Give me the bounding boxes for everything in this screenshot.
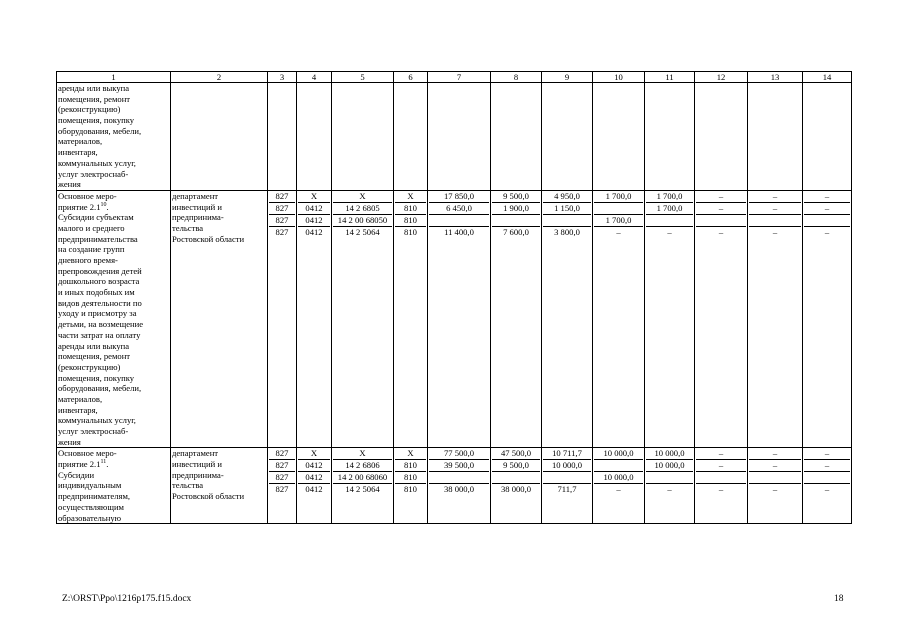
empty-cell xyxy=(428,83,491,191)
funding-value xyxy=(696,472,746,484)
executor-line: департамент xyxy=(172,190,219,201)
description-text: дневного время- xyxy=(58,255,118,265)
empty-cell xyxy=(171,83,268,191)
budget-table xyxy=(56,71,852,524)
empty-cell xyxy=(394,83,428,191)
description-line xyxy=(58,426,169,437)
description-line xyxy=(58,191,169,202)
funding-value: 827 xyxy=(269,203,295,215)
footnote-marker: 11 xyxy=(100,459,107,466)
empty-cell xyxy=(645,83,695,191)
funding-value xyxy=(804,215,850,227)
description-text: Субсидии субъектам xyxy=(58,212,134,223)
target-article-code-cell xyxy=(332,448,394,524)
funding-value: X xyxy=(395,448,426,460)
funding-value: 11 400,0 xyxy=(444,226,474,237)
description-line: помещения, ремонт xyxy=(58,93,131,104)
description-line xyxy=(58,202,169,213)
empty-cell xyxy=(268,83,297,191)
funding-value: – xyxy=(696,203,746,215)
amount-2024-cell xyxy=(748,448,803,524)
funding-value: 1 150,0 xyxy=(543,203,591,215)
funding-value: 10 711,7 xyxy=(543,448,591,460)
table-row xyxy=(57,83,852,191)
funding-value: 827 xyxy=(275,484,289,495)
funding-value: 38 000,0 xyxy=(443,484,475,495)
amount-2025-cell xyxy=(803,190,852,448)
description-line xyxy=(58,319,169,330)
funding-value: 827 xyxy=(269,448,295,460)
grbs-code-cell xyxy=(268,448,297,524)
description-line xyxy=(58,437,169,448)
description-line: инвентаря, xyxy=(58,147,98,158)
column-number-header: 13 xyxy=(748,72,803,83)
description-line xyxy=(58,491,169,502)
description-line xyxy=(58,244,169,255)
funding-value: X xyxy=(298,191,330,203)
description-text: детьми, на возмещение xyxy=(58,319,144,330)
funding-value: 10 000,0 xyxy=(594,472,643,484)
funding-value: 39 500,0 xyxy=(429,460,489,472)
table-row xyxy=(57,448,852,524)
description-text: приятие 2.1 xyxy=(58,459,101,470)
column-number-header: 3 xyxy=(268,72,297,83)
expense-type-code-cell xyxy=(394,448,428,524)
funding-value: 810 xyxy=(404,484,417,495)
funding-value xyxy=(594,460,643,472)
funding-value: – xyxy=(749,203,801,215)
funding-value: 10 000,0 xyxy=(646,460,693,472)
description-text: (реконструкцию) xyxy=(58,361,121,372)
description-line: материалов, xyxy=(58,136,103,147)
column-number-header: 6 xyxy=(394,72,428,83)
funding-value: – xyxy=(824,484,830,495)
description-text: помещения, покупку xyxy=(58,372,135,383)
description-line xyxy=(58,383,169,394)
funding-value xyxy=(543,215,591,227)
description-text: оборудования, мебели, xyxy=(58,383,142,394)
funding-value xyxy=(429,215,489,227)
column-number-header: 8 xyxy=(491,72,542,83)
amount-2019-cell xyxy=(491,448,542,524)
executor-line: департамент xyxy=(172,448,219,459)
funding-value: X xyxy=(333,191,392,203)
funding-value: – xyxy=(616,484,621,495)
executor-line: Ростовской области xyxy=(172,491,245,502)
grbs-code-cell xyxy=(268,190,297,448)
description-line xyxy=(58,255,169,266)
funding-value: – xyxy=(667,226,672,237)
description-line xyxy=(58,266,169,277)
funding-value: 4 950,0 xyxy=(543,191,591,203)
funding-value: 827 xyxy=(275,226,289,237)
description-line xyxy=(58,502,169,513)
target-article-code-cell xyxy=(332,190,394,448)
funding-value: X xyxy=(333,448,392,460)
description-line xyxy=(58,394,169,405)
executor-line: Ростовской области xyxy=(172,233,245,244)
description-line xyxy=(58,415,169,426)
funding-value xyxy=(492,472,540,484)
funding-value xyxy=(543,472,591,484)
description-line xyxy=(58,351,169,362)
funding-value xyxy=(492,215,540,227)
column-number-header: 2 xyxy=(171,72,268,83)
funding-value: X xyxy=(298,448,330,460)
empty-cell xyxy=(748,83,803,191)
description-text: Субсидии xyxy=(58,469,95,480)
funding-value: – xyxy=(749,460,801,472)
funding-value: 47 500,0 xyxy=(492,448,540,460)
description-text: дошкольного возраста xyxy=(58,276,140,287)
empty-cell xyxy=(695,83,748,191)
description-text: помещения, ремонт xyxy=(58,351,131,362)
column-number-header: 11 xyxy=(645,72,695,83)
total-amount-cell xyxy=(428,448,491,524)
funding-value: 10 000,0 xyxy=(594,448,643,460)
description-line: жения xyxy=(58,179,81,190)
funding-value: 14 2 5064 xyxy=(345,226,380,237)
funding-value: 827 xyxy=(269,472,295,484)
total-amount-cell xyxy=(428,190,491,448)
description-line xyxy=(58,459,169,470)
footnote-punct: . xyxy=(106,459,109,470)
empty-cell xyxy=(542,83,593,191)
funding-value: – xyxy=(804,191,850,203)
description-line: услуг электроснаб- xyxy=(58,168,129,179)
description-line xyxy=(58,276,169,287)
description-text: предпринимательства xyxy=(58,233,138,244)
footnote-marker: 10 xyxy=(100,201,107,208)
description-line xyxy=(58,513,169,524)
amount-2023-cell xyxy=(695,190,748,448)
description-line xyxy=(58,287,169,298)
amount-2021-cell xyxy=(593,190,645,448)
funding-value xyxy=(749,472,801,484)
executor-line: тельства xyxy=(172,222,204,233)
description-text: предпринимателям, xyxy=(58,491,131,502)
header-row xyxy=(57,72,852,83)
funding-value: – xyxy=(824,226,830,237)
description-text: приятие 2.1 xyxy=(58,201,101,212)
description-line: (реконструкцию) xyxy=(58,104,121,115)
description-text: препровождения детей xyxy=(58,265,142,276)
funding-value xyxy=(594,203,643,215)
amount-2023-cell xyxy=(695,448,748,524)
amount-2024-cell xyxy=(748,190,803,448)
description-line xyxy=(58,405,169,416)
funding-value: 0412 xyxy=(298,460,330,472)
funding-value: 9 500,0 xyxy=(492,191,540,203)
empty-cell xyxy=(593,83,645,191)
funding-value: 1 900,0 xyxy=(492,203,540,215)
funding-value: 0412 xyxy=(298,203,330,215)
funding-value: 1 700,0 xyxy=(594,215,643,227)
funding-value: 1 700,0 xyxy=(594,191,643,203)
executor-line: тельства xyxy=(172,480,204,491)
funding-value xyxy=(696,215,746,227)
funding-value: 810 xyxy=(395,215,426,227)
funding-value: – xyxy=(772,226,778,237)
funding-value: – xyxy=(616,226,621,237)
description-line xyxy=(58,480,169,491)
funding-value: 14 2 00 68060 xyxy=(333,472,392,484)
executor-line: инвестиций и xyxy=(172,459,222,470)
description-line xyxy=(58,212,169,223)
funding-value: 1 700,0 xyxy=(646,191,693,203)
amount-2020-cell xyxy=(542,448,593,524)
funding-value: 1 700,0 xyxy=(646,203,693,215)
executor-line: инвестиций и xyxy=(172,201,222,212)
funding-value: 14 2 00 68050 xyxy=(333,215,392,227)
amount-2020-cell xyxy=(542,190,593,448)
funding-value: 810 xyxy=(404,226,417,237)
funding-value: 827 xyxy=(269,191,295,203)
description-text: Основное меро- xyxy=(58,190,117,201)
funding-value: 0412 xyxy=(305,484,323,495)
section-code-cell xyxy=(297,190,332,448)
responsible-executor-cell xyxy=(171,448,268,524)
funding-value: – xyxy=(696,448,746,460)
section-code-cell xyxy=(297,448,332,524)
amount-2022-cell xyxy=(645,448,695,524)
funding-value: 0412 xyxy=(298,215,330,227)
description-text: на создание групп xyxy=(58,244,125,255)
column-number-header: 1 xyxy=(57,72,171,83)
footnote-punct: . xyxy=(106,201,109,212)
responsible-executor-cell xyxy=(171,190,268,448)
funding-value: 827 xyxy=(269,460,295,472)
funding-value: 827 xyxy=(269,215,295,227)
funding-value: 14 2 6806 xyxy=(333,460,392,472)
column-number-header: 7 xyxy=(428,72,491,83)
description-line xyxy=(58,223,169,234)
funding-value: – xyxy=(772,484,778,495)
description-line: помещения, покупку xyxy=(58,115,135,126)
funding-value: 10 000,0 xyxy=(646,448,693,460)
description-line xyxy=(58,308,169,319)
funding-value: 810 xyxy=(395,460,426,472)
funding-value: – xyxy=(718,226,724,237)
description-line xyxy=(58,341,169,352)
measure-description-cell xyxy=(57,448,171,524)
funding-value: 14 2 5064 xyxy=(345,484,380,495)
funding-value: 77 500,0 xyxy=(429,448,489,460)
funding-value: – xyxy=(749,191,801,203)
empty-cell xyxy=(332,83,394,191)
description-text: уходу и присмотру за xyxy=(58,308,137,319)
description-line xyxy=(58,362,169,373)
funding-value: – xyxy=(804,203,850,215)
description-line xyxy=(58,373,169,384)
description-line: оборудования, мебели, xyxy=(58,125,142,136)
amount-2022-cell xyxy=(645,190,695,448)
funding-value: 17 850,0 xyxy=(429,191,489,203)
funding-value: – xyxy=(696,191,746,203)
description-line xyxy=(58,330,169,341)
description-text: Основное меро- xyxy=(58,448,117,459)
executor-line: предпринима- xyxy=(172,212,224,223)
description-text: услуг электроснаб- xyxy=(58,426,129,436)
funding-value: 6 450,0 xyxy=(429,203,489,215)
description-text: части затрат на оплату xyxy=(58,329,141,340)
description-text: образовательную xyxy=(58,512,122,523)
description-text: жения xyxy=(58,436,81,447)
empty-cell xyxy=(491,83,542,191)
description-line xyxy=(58,448,169,459)
funding-value xyxy=(749,215,801,227)
empty-cell xyxy=(803,83,852,191)
funding-value: 38 000,0 xyxy=(500,484,532,495)
measure-description-cell xyxy=(57,83,171,191)
funding-value: – xyxy=(696,460,746,472)
funding-value: – xyxy=(804,460,850,472)
funding-value: 7 600,0 xyxy=(503,226,529,237)
funding-value: X xyxy=(395,191,426,203)
column-number-header: 5 xyxy=(332,72,394,83)
funding-value xyxy=(646,472,693,484)
description-line xyxy=(58,298,169,309)
funding-value: 3 800,0 xyxy=(554,226,580,237)
funding-value: 810 xyxy=(395,472,426,484)
amount-2025-cell xyxy=(803,448,852,524)
footer-file-path: Z:\ORST\Ppo\1216p175.f15.docx xyxy=(62,594,192,604)
funding-value: – xyxy=(804,448,850,460)
expense-type-code-cell xyxy=(394,190,428,448)
amount-2019-cell xyxy=(491,190,542,448)
description-text: индивидуальным xyxy=(58,480,122,491)
executor-line: предпринима- xyxy=(172,469,224,480)
amount-2021-cell xyxy=(593,448,645,524)
description-line xyxy=(58,470,169,481)
funding-value: – xyxy=(718,484,724,495)
funding-value: 14 2 6805 xyxy=(333,203,392,215)
description-text: материалов, xyxy=(58,393,103,404)
funding-value: 810 xyxy=(395,203,426,215)
description-text: и иных подобных им xyxy=(58,287,135,298)
column-number-header: 4 xyxy=(297,72,332,83)
description-line: коммунальных услуг, xyxy=(58,157,136,168)
funding-value: 9 500,0 xyxy=(492,460,540,472)
column-number-header: 9 xyxy=(542,72,593,83)
description-line xyxy=(58,234,169,245)
description-text: аренды или выкупа xyxy=(58,340,130,351)
empty-cell xyxy=(297,83,332,191)
description-line: аренды или выкупа xyxy=(58,83,130,93)
funding-value: 0412 xyxy=(298,472,330,484)
funding-value: 10 000,0 xyxy=(543,460,591,472)
description-text: коммунальных услуг, xyxy=(58,415,136,426)
description-text: осуществляющим xyxy=(58,501,124,512)
column-number-header: 12 xyxy=(695,72,748,83)
description-text: малого и среднего xyxy=(58,222,125,233)
funding-value: 711,7 xyxy=(557,484,577,495)
table-row xyxy=(57,190,852,448)
funding-value: 0412 xyxy=(305,226,323,237)
description-text: видов деятельности по xyxy=(58,297,142,308)
funding-value: – xyxy=(667,484,672,495)
footer-page-number: 18 xyxy=(834,594,844,604)
column-number-header: 14 xyxy=(803,72,852,83)
funding-value xyxy=(646,215,693,227)
funding-value: – xyxy=(749,448,801,460)
measure-description-cell xyxy=(57,190,171,448)
description-text: инвентаря, xyxy=(58,404,98,415)
column-number-header: 10 xyxy=(593,72,645,83)
funding-value xyxy=(804,472,850,484)
funding-value xyxy=(429,472,489,484)
